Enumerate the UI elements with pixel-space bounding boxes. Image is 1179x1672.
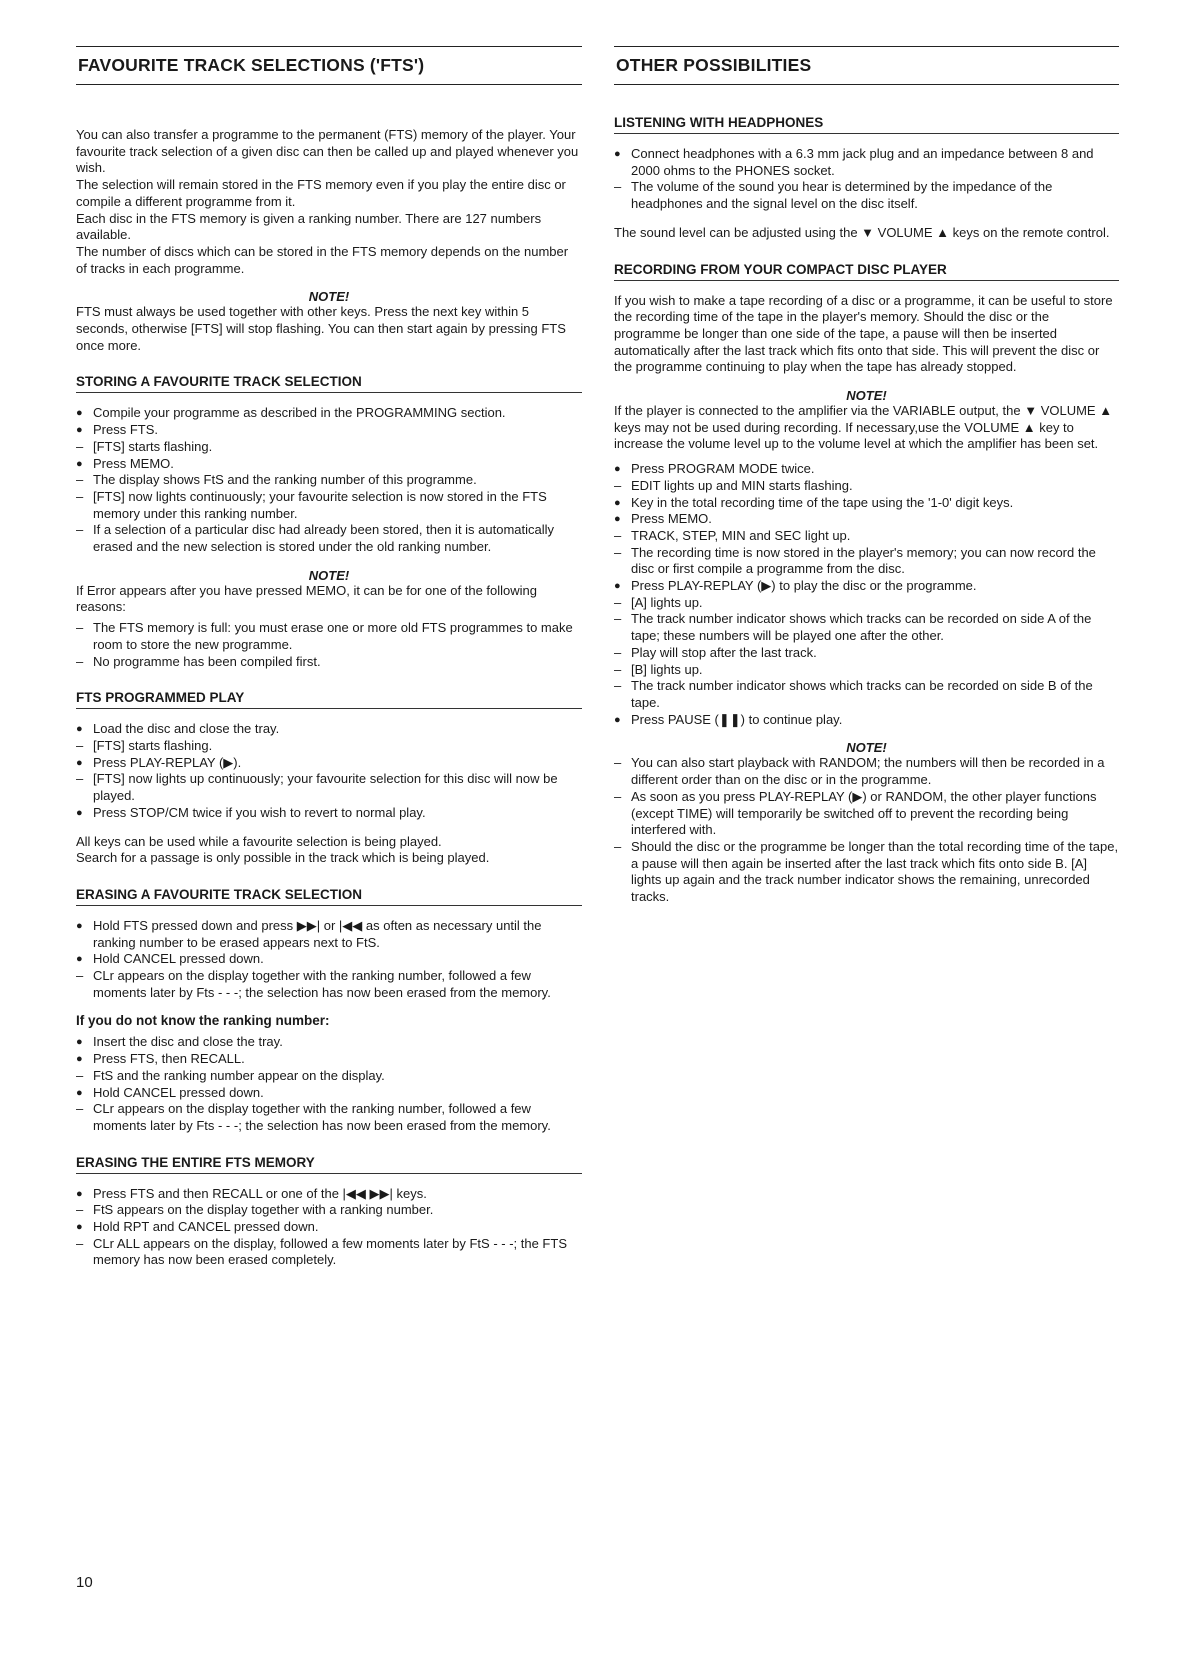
erase-list [76, 918, 582, 1002]
erase-section-title: ERASING A FAVOURITE TRACK SELECTION [76, 887, 582, 906]
list-item: – You can also start playback with RANDOM; the numbers will then be recorded in a different order than on the disc or in the programme. [614, 755, 1119, 788]
right-column [614, 46, 1119, 906]
list-item: ● Hold CANCEL pressed down. [76, 1085, 582, 1102]
headphones-para: The sound level can be adjusted using the ▼ VOLUME ▲ keys on the remote control. [614, 224, 1110, 240]
entire-list [76, 1186, 582, 1270]
list-item: – CLr ALL appears on the display, followed a few moments later by FtS - - -; the FTS memory has now been erased completely. [76, 1236, 582, 1269]
play-list [76, 721, 582, 821]
page-number: 10 [76, 1574, 93, 1591]
list-item: – Play will stop after the last track. [614, 645, 1119, 662]
list-item: ● Load the disc and close the tray. [76, 721, 582, 738]
list-item: ● Insert the disc and close the tray. [76, 1034, 582, 1051]
intro-para-2: The selection will remain stored in the FTS memory even if you play the entire disc or compile a different programme from it. [76, 177, 566, 209]
list-item: – TRACK, STEP, MIN and SEC light up. [614, 528, 1119, 545]
list-item: – The display shows FtS and the ranking number of this programme. [76, 472, 582, 489]
note-list [614, 755, 1119, 905]
list-item: ● Press STOP/CM twice if you wish to revert to normal play. [76, 805, 582, 822]
list-item: ● Press PAUSE (❚❚) to continue play. [614, 712, 1119, 729]
headphones-section-title: LISTENING WITH HEADPHONES [614, 115, 1119, 134]
note-text: If Error appears after you have pressed MEMO, it can be for one of the following reasons: [76, 582, 538, 615]
intro-para-1: You can also transfer a programme to the permanent (FTS) memory of the player. Your favourite track selection of a given disc can then be called up and played whenever you wish. [76, 127, 579, 176]
list-item: ● Press PLAY-REPLAY (▶) to play the disc or the programme. [614, 578, 1119, 595]
list-item: ● Hold CANCEL pressed down. [76, 951, 582, 968]
list-item: – The recording time is now stored in the player's memory; you can now record the disc or first compile a programme from the disc. [614, 545, 1119, 578]
list-item: ● Key in the total recording time of the tape using the '1-0' digit keys. [614, 495, 1119, 512]
list-item: – [FTS] now lights continuously; your favourite selection is now stored in the FTS memory under this ranking number. [76, 489, 582, 522]
unknown-list [76, 1034, 582, 1134]
list-item: ● Press MEMO. [614, 511, 1119, 528]
list-item: – CLr appears on the display together with the ranking number, followed a few moments later by Fts - - -; the selection has now been erased from the memory. [76, 1101, 582, 1134]
list-item: – If a selection of a particular disc had already been stored, then it is automatically erased and the new selection is stored under the old ranking number. [76, 522, 582, 555]
list-item: ● Press FTS. [76, 422, 582, 439]
note-heading: NOTE! [308, 289, 350, 305]
headphones-list [614, 146, 1119, 213]
list-item: – [FTS] now lights up continuously; your favourite selection for this disc will now be played. [76, 771, 582, 804]
left-column [76, 46, 582, 1269]
note-text: FTS must always be used together with other keys. Press the next key within 5 seconds, otherwise [FTS] will stop flashing. You can then start again by pressing FTS once more. [76, 304, 566, 353]
list-item: ● Press PROGRAM MODE twice. [614, 461, 1119, 478]
intro-para-3: Each disc in the FTS memory is given a ranking number. There are 127 numbers available. [76, 210, 542, 243]
storing-list [76, 405, 582, 555]
list-item: – [A] lights up. [614, 595, 1119, 612]
list-item: ● Press FTS, then RECALL. [76, 1051, 582, 1068]
note-list [76, 620, 582, 670]
play-para-1: All keys can be used while a favourite selection is being played. [76, 833, 442, 849]
list-item: ● Compile your programme as described in the PROGRAMMING section. [76, 405, 582, 422]
unknown-ranking-heading: If you do not know the ranking number: [76, 1013, 330, 1029]
list-item: ● Connect headphones with a 6.3 mm jack plug and an impedance between 8 and 2000 ohms to the PHONES socket. [614, 146, 1119, 179]
list-item: ● Hold FTS pressed down and press ▶▶| or |◀◀ as often as necessary until the ranking number to be erased appears next to FtS. [76, 918, 582, 951]
list-item: ● Press FTS and then RECALL or one of the |◀◀ ▶▶| keys. [76, 1186, 582, 1203]
list-item: – The FTS memory is full: you must erase one or more old FTS programmes to make room to store the new programme. [76, 620, 582, 653]
recording-para: If you wish to make a tape recording of a disc or a programme, it can be useful to store the recording time of the tape in the player's memory. Should the disc or the programme be longer than one side of the tape, a pause will then be inserted automatically after the last track which fits onto that side. This will prevent the disc or the programme continuing to play when the tape has already stopped. [614, 292, 1113, 375]
list-item: – [FTS] starts flashing. [76, 738, 582, 755]
entire-section-title: ERASING THE ENTIRE FTS MEMORY [76, 1155, 582, 1174]
list-item: – [B] lights up. [614, 662, 1119, 679]
list-item: – FtS appears on the display together with a ranking number. [76, 1202, 582, 1219]
note-heading: NOTE! [308, 567, 350, 583]
note-heading: NOTE! [846, 740, 887, 756]
list-item: – EDIT lights up and MIN starts flashing. [614, 478, 1119, 495]
intro-para-4: The number of discs which can be stored in the FTS memory depends on the number of tracks in each programme. [76, 243, 569, 276]
recording-section-title: RECORDING FROM YOUR COMPACT DISC PLAYER [614, 262, 1119, 281]
list-item: – No programme has been compiled first. [76, 654, 582, 671]
list-item: – Should the disc or the programme be longer than the total recording time of the tape, a pause will then again be inserted after the last track which fits onto side B. [A] lights up again and the track number indicator shows the remaining, unrecorded tracks. [614, 839, 1119, 906]
list-item: – [FTS] starts flashing. [76, 439, 582, 456]
storing-section-title: STORING A FAVOURITE TRACK SELECTION [76, 374, 582, 393]
play-para-2: Search for a passage is only possible in the track which is being played. [76, 850, 490, 866]
list-item: – The volume of the sound you hear is determined by the impedance of the headphones and the signal level on the disc itself. [614, 179, 1119, 212]
list-item: – FtS and the ranking number appear on the display. [76, 1068, 582, 1085]
list-item: – The track number indicator shows which tracks can be recorded on side A of the tape; these numbers will be played one after the other. [614, 611, 1119, 644]
note-text: If the player is connected to the amplifier via the VARIABLE output, the ▼ VOLUME ▲ keys may not be used during recording. If necessary,use the VOLUME ▲ key to increase the volume level up to the volume level at which the amplifier has been set. [614, 403, 1113, 452]
note-heading: NOTE! [846, 388, 887, 404]
fts-title: FAVOURITE TRACK SELECTIONS ('FTS') [76, 46, 582, 85]
list-item: ● Press MEMO. [76, 456, 582, 473]
list-item: – As soon as you press PLAY-REPLAY (▶) or RANDOM, the other player functions (except TIME) will temporarily be switched off to prevent the recording being interfered with. [614, 789, 1119, 839]
list-item: – The track number indicator shows which tracks can be recorded on side B of the tape. [614, 678, 1119, 711]
recording-list [614, 461, 1119, 728]
list-item: ● Hold RPT and CANCEL pressed down. [76, 1219, 582, 1236]
play-section-title: FTS PROGRAMMED PLAY [76, 690, 582, 709]
list-item: ● Press PLAY-REPLAY (▶). [76, 755, 582, 772]
other-possibilities-title: OTHER POSSIBILITIES [614, 46, 1119, 85]
list-item: – CLr appears on the display together with the ranking number, followed a few moments later by Fts - - -; the selection has now been erased from the memory. [76, 968, 582, 1001]
